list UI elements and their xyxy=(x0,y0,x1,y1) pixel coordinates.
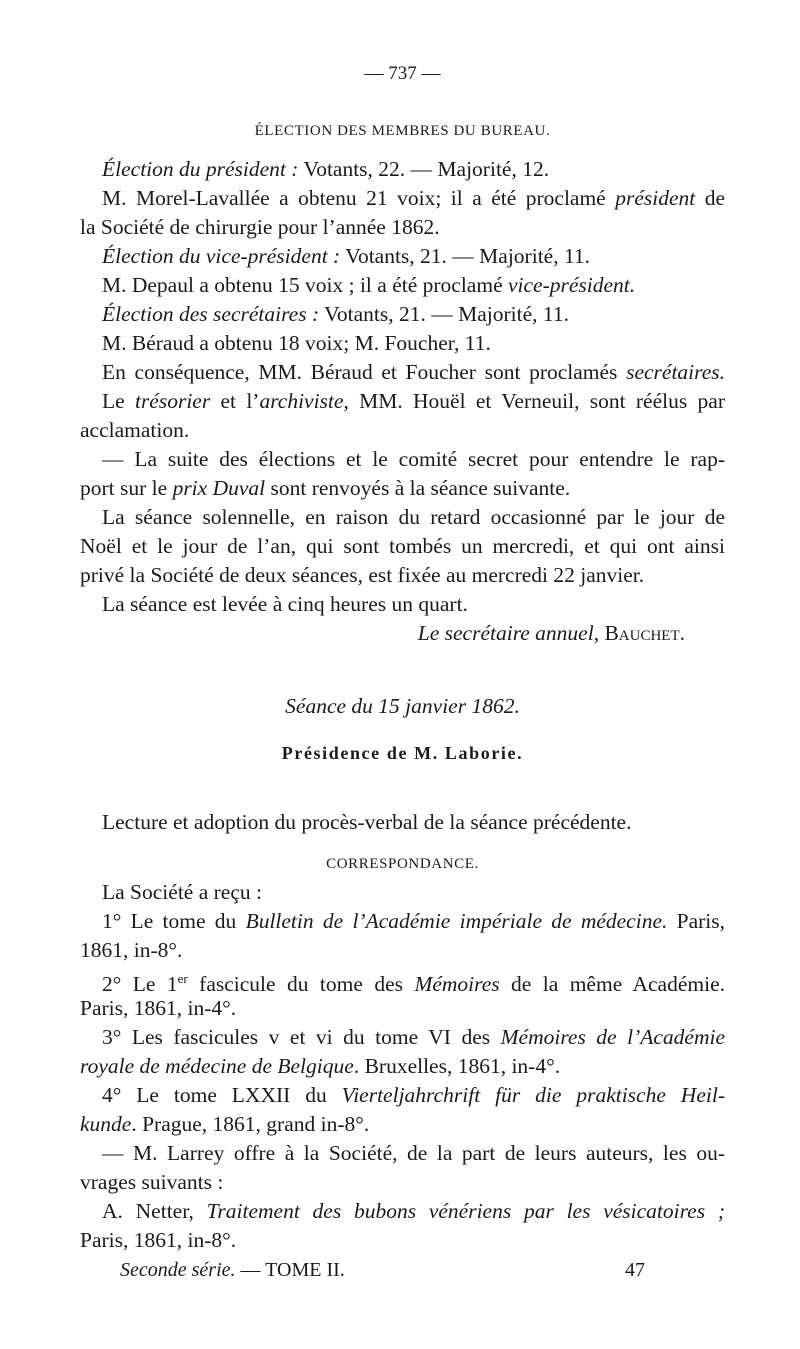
text-span: 4° Le tome LXXII du xyxy=(102,1083,342,1107)
text-span: Votants, 22. — Majorité, 12. xyxy=(298,157,550,181)
footer-series xyxy=(120,1256,345,1284)
paragraph-line: vrages suivants : xyxy=(80,1170,224,1194)
presidence-heading: Présidence de M. Laborie. xyxy=(281,743,524,763)
paragraph-line: Noël et le jour de l’an, qui sont tombés un mercredi, et qui ont ainsi xyxy=(80,534,725,558)
paragraph-line: — La suite des élections et le comité secret pour entendre le rap- xyxy=(102,447,725,471)
paragraph-line xyxy=(80,1052,725,1080)
paragraph-line xyxy=(102,242,725,270)
text-span: et l’ xyxy=(210,389,260,413)
text-span: sont renvoyés à la séance suivante. xyxy=(265,476,571,500)
italic-label: Élection du vice-président : xyxy=(102,244,341,268)
paragraph-line xyxy=(102,300,725,328)
page-number: — 737 — xyxy=(364,63,441,84)
text-span: de xyxy=(695,186,725,210)
italic-term: vice-président. xyxy=(508,273,636,297)
italic-term: kunde xyxy=(80,1112,132,1136)
seance-title: Séance du 15 janvier 1862. xyxy=(285,694,520,718)
text-span: de la même Académie. xyxy=(499,972,726,997)
footer-series-italic: Seconde série. xyxy=(120,1259,236,1281)
paragraph-line xyxy=(102,271,725,299)
italic-term: Mémoires de l’Académie xyxy=(500,1025,725,1049)
signature-mark: 47 xyxy=(625,1259,645,1281)
text-span: Paris, xyxy=(667,909,726,933)
paragraph-line xyxy=(102,155,725,183)
signature-line xyxy=(80,619,685,647)
paragraph-line: La séance solennelle, en raison du retard occasionné par le jour de xyxy=(102,505,725,529)
paragraph-line: Paris, 1861, in-4°. xyxy=(80,996,237,1020)
paragraph-line xyxy=(102,387,725,415)
paragraph-line: M. Béraud a obtenu 18 voix; M. Foucher, 11. xyxy=(102,331,491,355)
paragraph-line xyxy=(80,474,725,502)
text-span: . Bruxelles, 1861, in-4°. xyxy=(353,1054,561,1078)
italic-label: Élection des secrétaires : xyxy=(102,302,320,326)
text-span: M. Morel-Lavallée a obtenu 21 voix; il a été proclamé xyxy=(102,186,616,210)
text-span: A. Netter, xyxy=(102,1199,207,1223)
italic-term: prix Duval xyxy=(172,476,266,500)
paragraph-line: La séance est levée à cinq heures un quart. xyxy=(102,592,468,616)
paragraph-line: 1861, in-8°. xyxy=(80,938,183,962)
section-heading: ÉLECTION DES MEMBRES DU BUREAU. xyxy=(254,123,551,139)
italic-term: Traitement des bubons vénériens par les vésicatoires ; xyxy=(206,1199,725,1223)
text-span: M. Depaul a obtenu 15 voix ; il a été proclamé xyxy=(102,273,508,297)
italic-term: Vierteljahrchrift für die praktische Heil- xyxy=(341,1083,725,1107)
paragraph-line xyxy=(102,907,725,935)
paragraph-line xyxy=(102,1023,725,1051)
text-span: En conséquence, MM. Béraud et Foucher sont proclamés xyxy=(102,360,627,384)
paragraph-line: Lecture et adoption du procès-verbal de la séance précédente. xyxy=(102,810,632,834)
text-span: Votants, 21. — Majorité, 11. xyxy=(340,244,591,268)
paragraph-line xyxy=(102,1197,725,1225)
italic-term: secrétaires. xyxy=(626,360,725,384)
italic-term: archiviste xyxy=(259,389,344,413)
italic-label: Élection du président : xyxy=(102,157,299,181)
text-span: port sur le xyxy=(80,476,173,500)
text-span: . Prague, 1861, grand in-8°. xyxy=(131,1112,370,1136)
text-span: 1° Le tome du xyxy=(102,909,246,933)
italic-term: Bulletin de l’Académie impériale de médecine. xyxy=(245,909,668,933)
text-span: 2° Le 1 xyxy=(102,972,178,997)
italic-term: royale de médecine de Belgique xyxy=(80,1054,354,1078)
text-span: fascicule du tome des xyxy=(187,972,415,997)
paragraph-line: privé la Société de deux séances, est fixée au mercredi 22 janvier. xyxy=(80,563,645,587)
paragraph-line: Paris, 1861, in-8°. xyxy=(80,1228,237,1252)
paragraph-line xyxy=(80,1110,725,1138)
paragraph-line: acclamation. xyxy=(80,418,190,442)
italic-term: Mémoires xyxy=(414,972,500,997)
footer-tome: — TOME II. xyxy=(235,1259,345,1281)
paragraph-line: la Société de chirurgie pour l’année 1862. xyxy=(80,215,440,239)
italic-term: trésorier xyxy=(134,389,211,413)
correspondance-heading: CORRESPONDANCE. xyxy=(326,856,479,872)
text-span: 3° Les fascicules v et vi du tome VI des xyxy=(102,1025,501,1049)
text-span: Votants, 21. — Majorité, 11. xyxy=(319,302,569,326)
italic-term: président xyxy=(615,186,696,210)
paragraph-line: — M. Larrey offre à la Société, de la part de leurs auteurs, les ou- xyxy=(102,1141,725,1165)
paragraph-line xyxy=(102,184,725,212)
superscript: er xyxy=(177,971,188,986)
paragraph-line: La Société a reçu : xyxy=(102,880,262,904)
text-span: Le xyxy=(102,389,135,413)
signature-name: , Bauchet. xyxy=(593,621,685,645)
paragraph-line xyxy=(102,358,725,386)
signature-role: Le secrétaire annuel xyxy=(417,621,594,645)
paragraph-line xyxy=(102,1081,725,1109)
text-span: , MM. Houël et Verneuil, sont réélus par xyxy=(343,389,725,413)
